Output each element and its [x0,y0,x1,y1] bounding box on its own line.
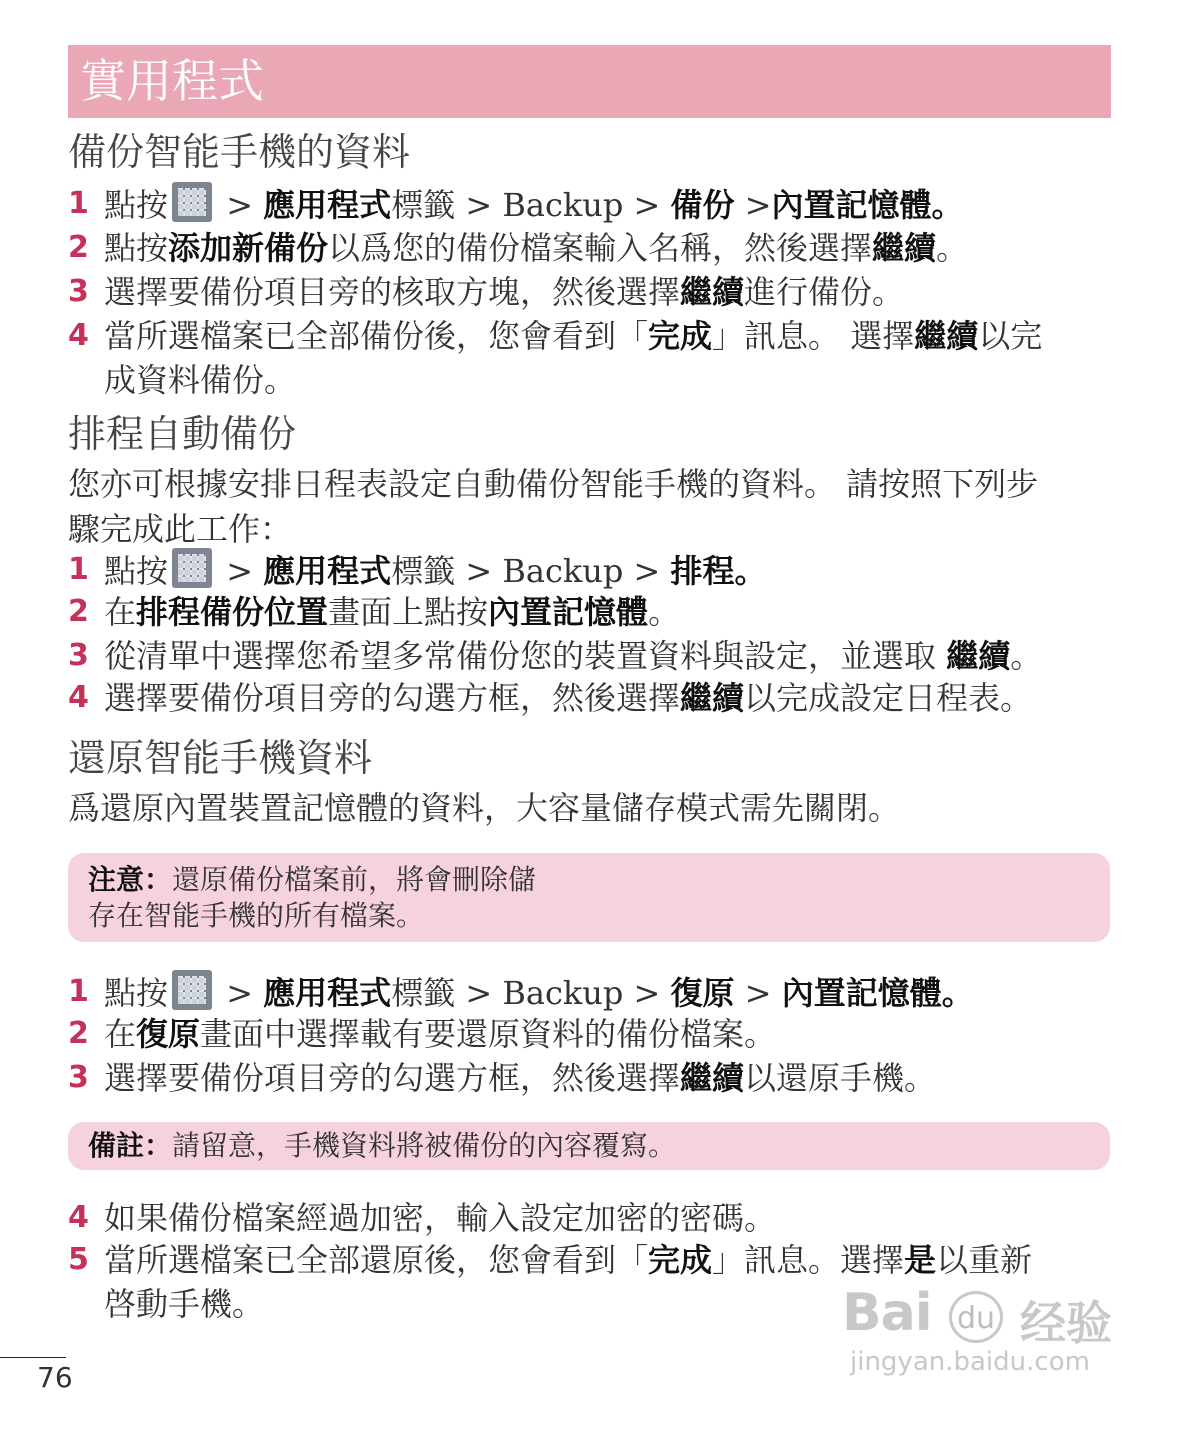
backup-heading: 備份智能手機的資料 [68,130,411,174]
restore-heading: 還原智能手機資料 [68,736,373,780]
schedule-step-1: 1 點按 > 應用程式標籤 > Backup > 排程。 [68,548,1108,593]
caution-note-text: 注意：還原備份檔案前，將會刪除儲 存在智能手機的所有檔案。 [88,863,537,932]
step-number: 4 [68,1200,89,1235]
schedule-heading: 排程自動備份 [68,412,297,456]
step-number: 4 [68,318,89,353]
schedule-step-4: 4 選擇要備份項目旁的勾選方框，然後選擇繼續以完成設定日程表。 [68,676,1108,720]
restore-step-2: 2 在復原畫面中選擇載有要還原資料的備份檔案。 [68,1012,1108,1056]
step-number: 3 [68,638,89,673]
watermark-logo-text: Bai [842,1283,932,1343]
paw-icon: du [949,1291,1003,1343]
watermark-cn-text: 经验 [1020,1296,1112,1350]
apps-grid-icon [172,970,212,1010]
baidu-watermark [842,1283,1122,1383]
backup-step-3: 3 選擇要備份項目旁的核取方塊，然後選擇繼續進行備份。 [68,270,1108,314]
schedule-step-2: 2 在排程備份位置畫面上點按內置記憶體。 [68,590,1108,634]
step-number: 2 [68,230,89,265]
watermark-url: jingyan.baidu.com [850,1347,1090,1377]
backup-step-1: 1 點按 > 應用程式標籤 > Backup > 備份 >內置記憶體。 [68,182,1108,227]
step-number: 3 [68,1060,89,1095]
restore-step-1: 1 點按 > 應用程式標籤 > Backup > 復原 > 內置記憶體。 [68,970,1108,1015]
schedule-intro: 您亦可根據安排日程表設定自動備份智能手機的資料。 請按照下列步 驟完成此工作： [68,465,1039,548]
restore-intro: 爲還原內置裝置記憶體的資料，大容量儲存模式需先關閉。 [68,789,901,827]
restore-step-3: 3 選擇要備份項目旁的勾選方框，然後選擇繼續以還原手機。 [68,1056,1108,1100]
apps-grid-icon [172,548,212,588]
backup-step-2: 2 點按添加新備份以爲您的備份檔案輸入名稱，然後選擇繼續。 [68,226,1108,270]
page-number: 76 [37,1361,73,1394]
step-number: 3 [68,274,89,309]
restore-step-5: 5 當所選檔案已全部還原後，您會看到「完成」訊息。選擇是以重新 啓動手機。 [68,1238,1108,1326]
restore-step-4: 4 如果備份檔案經過加密，輸入設定加密的密碼。 [68,1196,1108,1240]
apps-grid-icon [172,182,212,222]
remark-note-text: 備註：請留意，手機資料將被備份的內容覆寫。 [88,1129,677,1162]
step-number: 1 [68,186,89,221]
step-number: 2 [68,1016,89,1051]
step-number: 4 [68,680,89,715]
step-number: 2 [68,594,89,629]
schedule-step-3: 3 從清單中選擇您希望多常備份您的裝置資料與設定，並選取 繼續。 [68,634,1108,678]
step-number: 1 [68,974,89,1009]
backup-step-4: 4 當所選檔案已全部備份後，您會看到「完成」訊息。 選擇繼續以完 成資料備份。 [68,314,1108,402]
step-number: 1 [68,552,89,587]
chapter-title: 實用程式 [80,54,264,108]
page-footer-rule [0,1357,66,1358]
step-number: 5 [68,1242,89,1277]
